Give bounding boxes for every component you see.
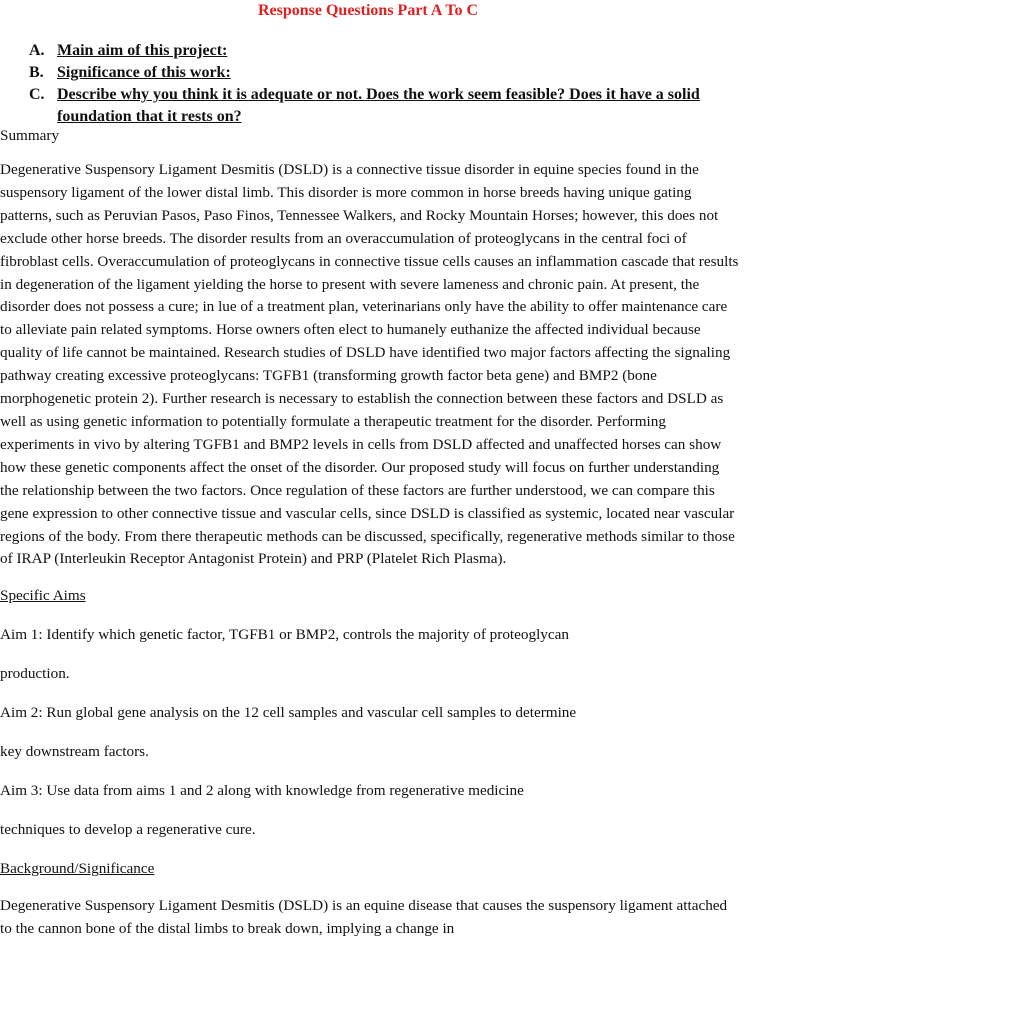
background-heading: Background/Significance [0,860,155,878]
aim-3-line-2: techniques to develop a regenerative cure. [0,821,256,839]
aim-1-line-1: Aim 1: Identify which genetic factor, TGFB1 or BMP2, controls the majority of proteoglycan [0,626,569,644]
question-a [0,40,727,62]
document-title: Response Questions Part A To C [257,2,479,19]
question-a-letter: A. [29,42,45,59]
question-b-text: Significance of this work: [57,64,231,81]
background-paragraph: Degenerative Suspensory Ligament Desmitis (DSLD) is an equine disease that causes the suspensory ligament attached to the cannon bone of the distal limbs to break down, implying a change in [0,897,728,938]
aim-3-line-1: Aim 3: Use data from aims 1 and 2 along with knowledge from regenerative medicine [0,782,524,800]
summary-paragraph: Degenerative Suspensory Ligament Desmitis (DSLD) is a connective tissue disorder in equine species found in the suspensory ligament of the lower distal limb. This disorder is more common in horse breeds having unique gating patterns, such as Peruvian Pasos, Paso Finos, Tennessee Walkers, and Rocky Mountain Horses; however, this does not exclude other horse breeds. The disorder results from an overaccumulation of proteoglycans in the central foci of fibroblast cells. Overaccumulation of proteoglycans in connective tissue cells causes an inflammation cascade that results in degeneration of the ligament yielding the horse to present with severe lameness and chronic pain. At present, the disorder does not possess a cure; in lue of a treatment plan, veterinarians only have the ability to offer maintenance care to alleviate pain related symptoms. Horse owners often elect to humanely euthanize the affected individual because quality of life cannot be maintained. Research studies of DSLD have identified two major factors affecting the signaling pathway creating excessive proteoglycans: TGFB1 (transforming growth factor beta gene) and BMP2 (bone morphogenetic protein 2). Further research is necessary to establish the connection between these factors and DSLD as well as using genetic information to potentially formulate a therapeutic treatment for the disorder. Performing experiments in vivo by altering TGFB1 and BMP2 levels in cells from DSLD affected and unaffected horses can show how these genetic components affect the onset of the disorder. Our proposed study will focus on further understanding the relationship between the two factors. Once regulation of these factors are further understood, we can compare this gene expression to other connective tissue and vascular cells, since DSLD is classified as systemic, located near vascular regions of the body. From there therapeutic methods can be discussed, specifically, regenerative methods similar to those of IRAP (Interleukin Receptor Antagonist Protein) and PRP (Platelet Rich Plasma). [0,161,739,568]
aim-1-line-2: production. [0,665,70,683]
response-questions-list [0,40,727,128]
summary-heading: Summary [0,127,60,144]
question-c [0,84,727,128]
question-c-text: Describe why you think it is adequate or not. Does the work seem feasible? Does it have a solid foundation that it rests on? [57,86,700,125]
question-b [0,62,727,84]
aim-2-line-2: key downstream factors. [0,743,149,761]
specific-aims-heading: Specific Aims [0,587,86,605]
aim-2-line-1: Aim 2: Run global gene analysis on the 12 cell samples and vascular cell samples to determine [0,704,577,722]
question-c-letter: C. [29,86,45,103]
question-a-text: Main aim of this project: [57,42,228,59]
document-body [0,125,740,941]
question-b-letter: B. [29,64,44,81]
